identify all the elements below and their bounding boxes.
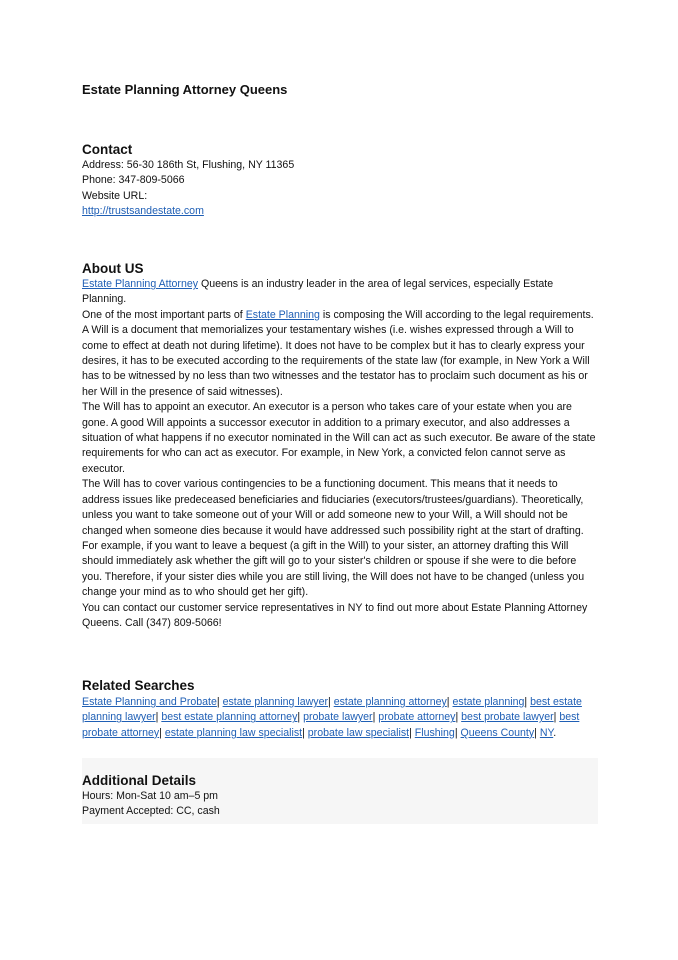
website-link[interactable]: http://trustsandestate.com: [82, 205, 204, 218]
related-heading: Related Searches: [82, 678, 195, 693]
related-searches-section: [82, 678, 598, 741]
related-link[interactable]: Flushing: [414, 726, 455, 739]
details-payment: Payment Accepted: CC, cash: [82, 805, 220, 818]
related-links-list: [82, 695, 598, 741]
link-separator: |: [409, 726, 415, 739]
related-link[interactable]: NY: [539, 726, 554, 739]
link-separator: |: [372, 711, 379, 724]
contact-website-label: Website URL:: [82, 189, 148, 202]
link-separator: |: [455, 711, 462, 724]
additional-details-section: [82, 758, 598, 824]
related-link[interactable]: probate attorney: [378, 711, 456, 724]
details-hours: Hours: Mon-Sat 10 am–5 pm: [82, 790, 219, 802]
related-link[interactable]: estate planning attorney: [333, 696, 447, 708]
about-heading: About US: [82, 261, 144, 276]
about-paragraph-1: Estate Planning Attorney Queens is an industry leader in the area of legal services, especially Estate Planning.: [82, 278, 554, 306]
page-title: Estate Planning Attorney Queens: [82, 82, 288, 97]
about-section: [82, 261, 598, 631]
related-link[interactable]: estate planning lawyer: [222, 696, 328, 708]
link-separator: |: [446, 696, 453, 708]
link-separator: |: [534, 726, 540, 739]
details-heading: Additional Details: [82, 773, 197, 788]
related-link[interactable]: best estate planning lawyer: [82, 696, 582, 724]
about-paragraph-3: A Will is a document that memorializes your testamentary wishes (i.e. wishes expressed through a Will to come to effect at death not during lifetime). It does not have to be complex but it has to clearly express your desires, it has to be executed according to the requirements of the state law (for example, in New York a Will has to be witnessed by no less than two witnesses and the testator has to proclaim such document as his or her Will in the presence of said witnesses).: [82, 324, 590, 398]
link-separator: |: [216, 696, 223, 708]
related-link[interactable]: Queens County: [460, 726, 535, 739]
related-link[interactable]: best probate attorney: [82, 711, 580, 739]
about-paragraph-2: One of the most important parts of Estate Planning is composing the Will according to the legal requirements.: [82, 308, 594, 321]
estate-planning-attorney-link[interactable]: Estate Planning Attorney: [82, 278, 199, 290]
link-separator: .: [553, 726, 557, 739]
link-separator: |: [328, 696, 334, 708]
about-paragraph-4: The Will has to appoint an executor. An executor is a person who takes care of your estate when you are gone. A good Will appoints a successor executor in addition to a primary executor, and also addresses a situation of what happens if no executor nominated in the Will can act as such executor. Be aware of the state requirements for who can act as executor. For example, in New York, a convicted felon cannot serve as executor.: [82, 401, 596, 475]
related-link[interactable]: best estate planning attorney: [161, 711, 298, 724]
about-paragraph-5: The Will has to cover various contingencies to be a functioning document. This means that it needs to address issues like predeceased beneficiaries and fiduciaries (executors/trustees/guardians). Theoretically, unless you want to take someone out of your Will or add someone new to your Will, a Will should not be changed when someone dies because it would have addressed such possibility right at the start of drafting. For example, if you want to leave a bequest (a gift in the Will) to your sister, an attorney drafting this Will should immediately ask whether the gift will go to your sister's children or spouse if she were to die before you. Therefore, if your sister dies while you are still living, the Will does not have to be changed (unless you change your mind as to who should get her gift).: [82, 478, 585, 599]
contact-heading: Contact: [82, 142, 133, 157]
related-link[interactable]: Estate Planning and Probate: [82, 696, 217, 708]
related-link[interactable]: estate planning law specialist: [164, 726, 303, 739]
link-separator: |: [302, 726, 308, 739]
about-paragraph-6: You can contact our customer service representatives in NY to find out more about Estate Planning Attorney Queens. Call (347) 809-5066!: [82, 601, 588, 629]
related-link[interactable]: probate law specialist: [307, 726, 410, 739]
contact-phone: Phone: 347-809-5066: [82, 174, 185, 187]
link-separator: |: [524, 696, 531, 708]
contact-address: Address: 56-30 186th St, Flushing, NY 11365: [82, 159, 295, 171]
related-link[interactable]: estate planning: [452, 696, 525, 708]
related-link[interactable]: probate lawyer: [303, 711, 373, 724]
link-separator: |: [159, 726, 165, 739]
estate-planning-link[interactable]: Estate Planning: [245, 308, 320, 321]
link-separator: |: [155, 711, 162, 724]
related-link[interactable]: best probate lawyer: [461, 711, 554, 724]
link-separator: |: [297, 711, 304, 724]
contact-section: [82, 142, 598, 220]
link-separator: |: [454, 726, 461, 739]
link-separator: |: [553, 711, 560, 724]
